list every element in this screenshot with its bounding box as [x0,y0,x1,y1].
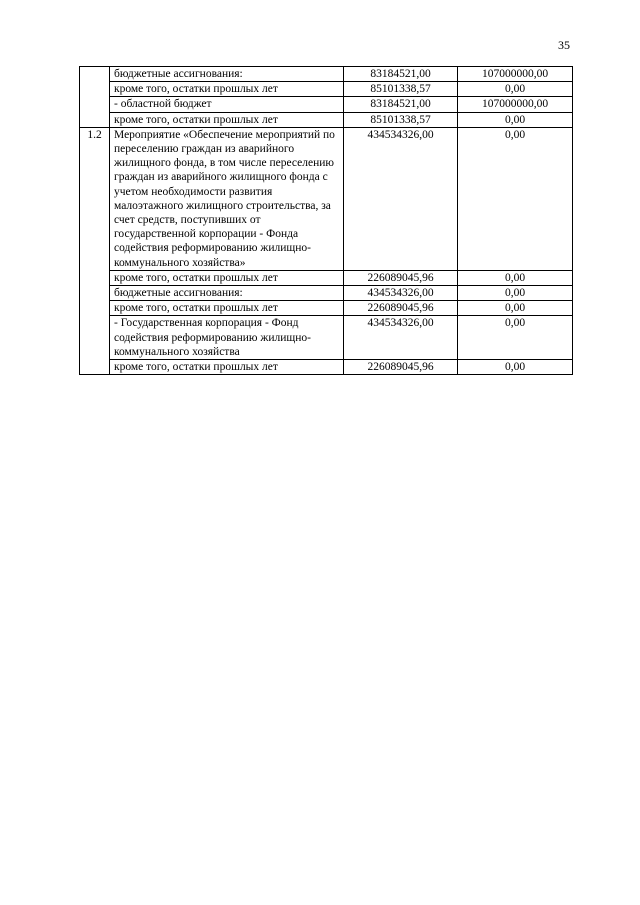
value-cell: 107000000,00 [458,97,573,112]
description-cell: кроме того, остатки прошлых лет [110,112,344,127]
table-row [80,112,573,127]
value-cell: 107000000,00 [458,67,573,82]
description-cell: бюджетные ассигнования: [110,286,344,301]
table-row [80,286,573,301]
value-cell: 226089045,96 [344,360,458,375]
table-row [80,82,573,97]
value-cell: 226089045,96 [344,301,458,316]
row-number-cell [80,67,110,128]
value-cell: 0,00 [458,286,573,301]
budget-table [79,66,573,375]
description-cell: кроме того, остатки прошлых лет [110,301,344,316]
table-row [80,127,573,270]
value-cell: 434534326,00 [344,127,458,270]
table-row [80,360,573,375]
description-cell: - областной бюджет [110,97,344,112]
description-cell: - Государственная корпорация - Фонд содействия реформированию жилищно-коммунального хозяйства [110,316,344,360]
description-cell: кроме того, остатки прошлых лет [110,82,344,97]
value-cell: 85101338,57 [344,82,458,97]
description-cell: кроме того, остатки прошлых лет [110,270,344,285]
value-cell: 83184521,00 [344,67,458,82]
page-number: 35 [558,38,570,52]
value-cell: 0,00 [458,301,573,316]
value-cell: 83184521,00 [344,97,458,112]
table-row [80,270,573,285]
table-row [80,97,573,112]
description-cell: бюджетные ассигнования: [110,67,344,82]
value-cell: 434534326,00 [344,316,458,360]
value-cell: 0,00 [458,270,573,285]
table-row [80,301,573,316]
table-row [80,316,573,360]
value-cell: 85101338,57 [344,112,458,127]
table-row [80,67,573,82]
value-cell: 0,00 [458,360,573,375]
value-cell: 0,00 [458,127,573,270]
description-cell: Мероприятие «Обеспечение мероприятий по переселению граждан из аварийного жилищного фонда, в том числе переселению граждан из аварийного жилищного фонда с учетом необходимости развития малоэтажного жилищного строительства, за счет средств, поступивших от государственной корпорации - Фонда содействия реформированию жилищно-коммунального хозяйства» [110,127,344,270]
row-number-cell: 1.2 [80,127,110,374]
description-cell: кроме того, остатки прошлых лет [110,360,344,375]
value-cell: 434534326,00 [344,286,458,301]
value-cell: 0,00 [458,112,573,127]
value-cell: 0,00 [458,316,573,360]
value-cell: 0,00 [458,82,573,97]
value-cell: 226089045,96 [344,270,458,285]
